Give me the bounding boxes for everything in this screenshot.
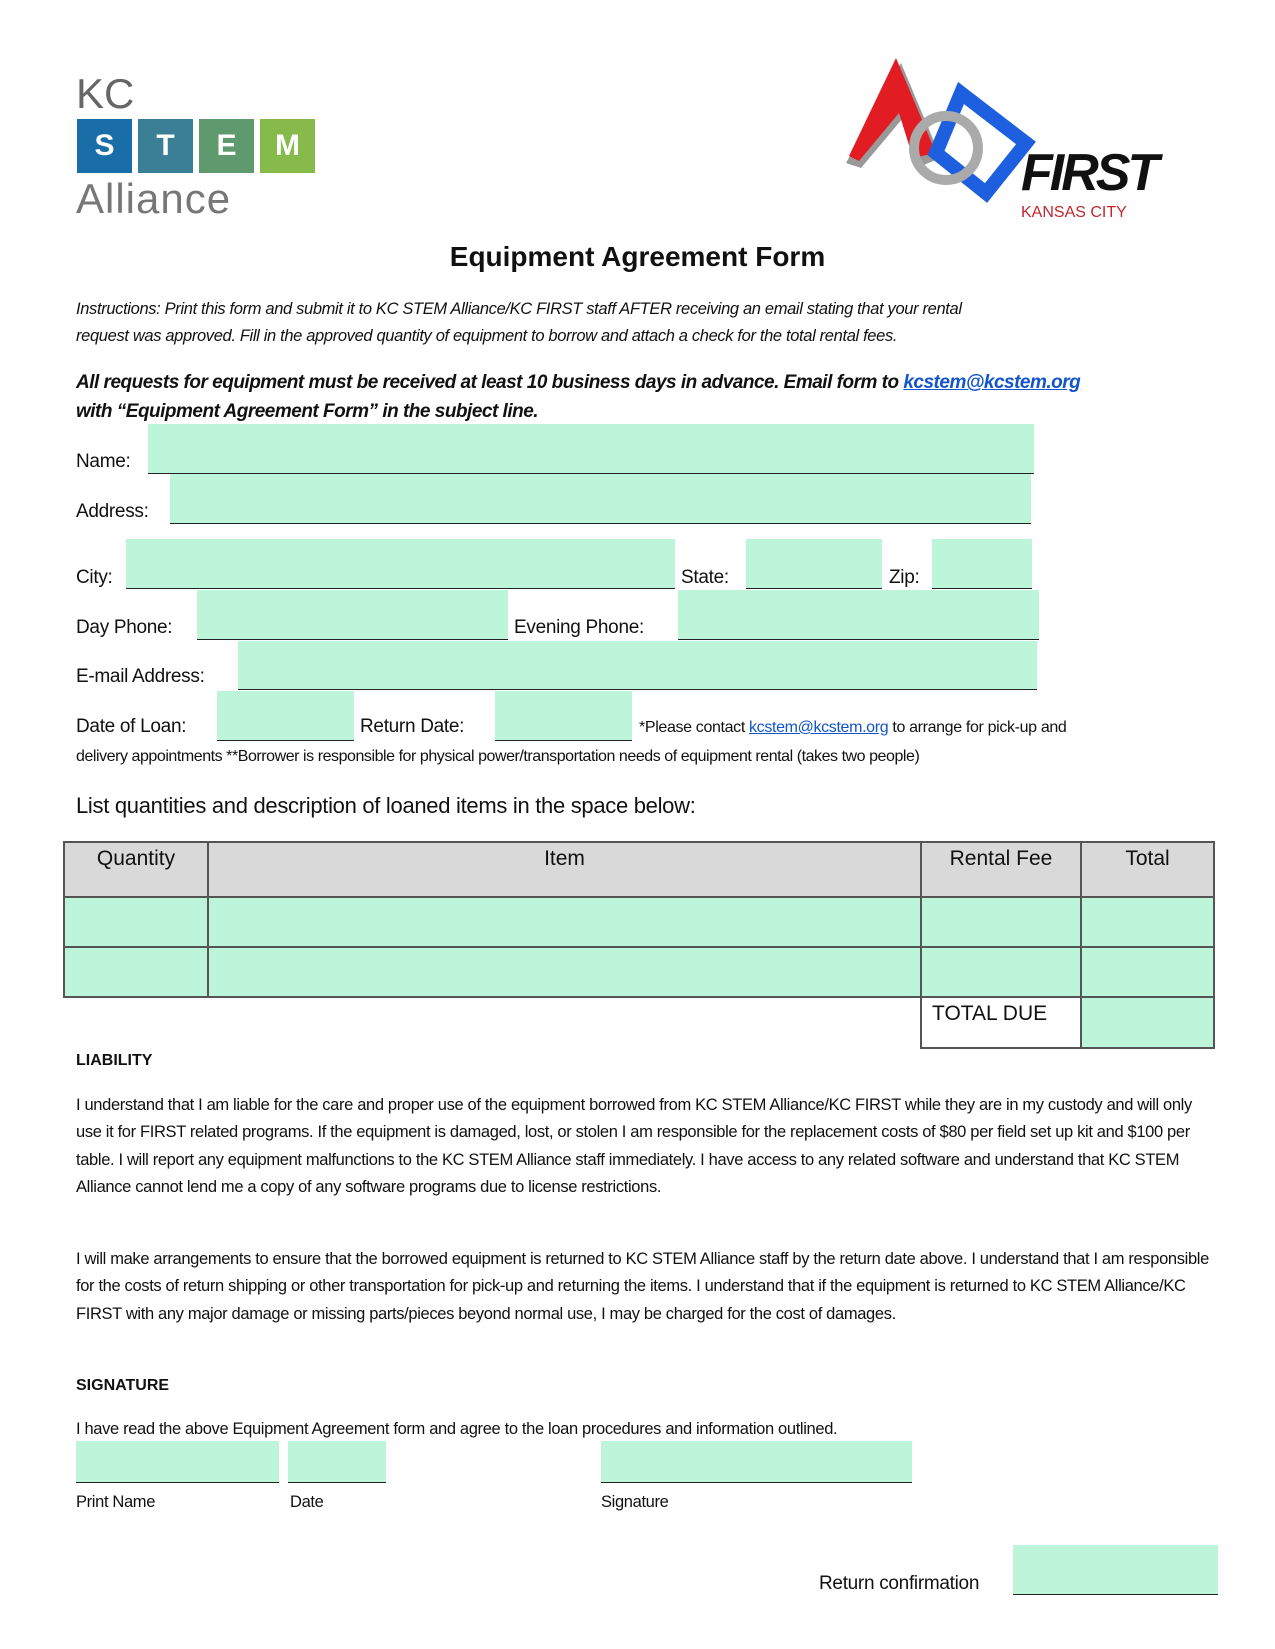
list-heading: List quantities and description of loaned items in the space below: [76,793,696,818]
logo-stem-t: T [138,119,193,173]
notice-text: All requests for equipment must be received at least 10 business days in advance. Email form to [76,372,904,393]
notice-line-1 [76,372,1080,394]
header-rental-fee: Rental Fee [921,842,1081,897]
loan-date-input[interactable] [217,691,354,741]
header-total: Total [1081,842,1214,897]
total-cell-input[interactable] [1081,947,1214,997]
total-due-row [64,997,1214,1048]
loan-date-label: Date of Loan: [76,716,187,737]
evening-phone-input[interactable] [678,590,1039,640]
address-input[interactable] [170,474,1031,524]
logo-stem-e: E [199,119,254,173]
address-label: Address: [76,501,149,522]
notice-line-2: with “Equipment Agreement Form” in the subject line. [76,401,539,422]
header-item: Item [208,842,921,897]
item-cell-input[interactable] [208,897,921,947]
logo-alliance-text: Alliance [76,175,232,222]
total-cell-input[interactable] [1081,897,1214,947]
day-phone-label: Day Phone: [76,617,173,638]
city-input[interactable] [126,539,675,589]
zip-input[interactable] [932,539,1032,589]
print-name-label: Print Name [76,1493,156,1511]
liability-paragraph-2: I will make arrangements to ensure that the borrowed equipment is returned to KC STEM Alliance staff by the return date above. I understand that I am responsible for the costs of return shipping or other transportation for pick-up and returning the items. I understand that if the equipment is returned to KC STEM Alliance/KC FIRST with any major damage or missing parts/pieces beyond normal use, I may be charged for the cost of damages. [76,1250,1209,1323]
signature-statement: I have read the above Equipment Agreement form and agree to the loan procedures and information outlined. [76,1420,838,1438]
table-row [64,897,1214,947]
state-label: State: [681,567,729,588]
name-label: Name: [76,451,131,472]
contact-note-post: to arrange for pick-up and [888,719,1067,736]
city-label: City: [76,567,113,588]
date-label: Date [290,1493,324,1511]
return-date-label: Return Date: [360,716,465,737]
table-header-row [64,842,1214,897]
liability-heading: LIABILITY [76,1052,153,1069]
signature-heading: SIGNATURE [76,1377,170,1394]
liability-paragraph-1: I understand that I am liable for the care and proper use of the equipment borrowed from KC STEM Alliance/KC FIRST while they are in my custody and will only use it for FIRST related programs. If the equipment is damaged, lost, or stolen I am responsible for the replacement costs of $80 per field set up kit and $100 per table. I will report any equipment malfunctions to the KC STEM Alliance staff immediately. I have access to any related software and understand that KC STEM Alliance cannot lend me a copy of any software programs due to license restrictions. [76,1096,1192,1197]
total-due-label: TOTAL DUE [921,997,1081,1048]
sign-date-input[interactable] [288,1441,386,1483]
email-input[interactable] [238,641,1037,690]
day-phone-input[interactable] [197,590,508,640]
logo-stem-s: S [77,119,132,173]
contact-note-pre: *Please contact [639,719,750,736]
total-due-input[interactable] [1081,997,1214,1048]
instructions-line-1: Instructions: Print this form and submit it to KC STEM Alliance/KC FIRST staff AFTER receiving an email stating that your rental [76,300,962,318]
state-input[interactable] [746,539,882,589]
contact-note-line-2: delivery appointments **Borrower is responsible for physical power/transportation needs of equipment rental (takes two people) [76,748,920,765]
return-confirmation-label: Return confirmation [819,1573,980,1594]
quantity-cell-input[interactable] [64,947,208,997]
items-table [63,841,1215,1049]
print-name-input[interactable] [76,1441,279,1483]
quantity-cell-input[interactable] [64,897,208,947]
first-kansas-city-logo [841,58,1201,223]
return-date-input[interactable] [495,691,632,741]
rental-fee-cell-input[interactable] [921,897,1081,947]
table-row [64,947,1214,997]
logo-stem-m: M [260,119,315,173]
rental-fee-cell-input[interactable] [921,947,1081,997]
notice-email-link[interactable]: kcstem@kcstem.org [903,372,1081,393]
contact-note-line-1 [639,719,1066,737]
signature-label: Signature [601,1493,669,1511]
instructions-line-2: request was approved. Fill in the approved quantity of equipment to borrow and attach a check for the total rental fees. [76,327,898,345]
item-cell-input[interactable] [208,947,921,997]
first-logo-sub: KANSAS CITY [1021,204,1127,221]
header-quantity: Quantity [64,842,208,897]
contact-email-link[interactable]: kcstem@kcstem.org [749,719,889,736]
evening-phone-label: Evening Phone: [514,617,644,638]
email-label: E-mail Address: [76,666,205,687]
name-input[interactable] [148,424,1034,474]
zip-label: Zip: [889,567,920,588]
return-confirmation-input[interactable] [1013,1545,1218,1595]
first-logo-word: FIRST [1021,144,1157,202]
signature-input[interactable] [601,1441,912,1483]
page-title: Equipment Agreement Form [449,241,826,272]
logo-kc-text: KC [76,70,135,117]
